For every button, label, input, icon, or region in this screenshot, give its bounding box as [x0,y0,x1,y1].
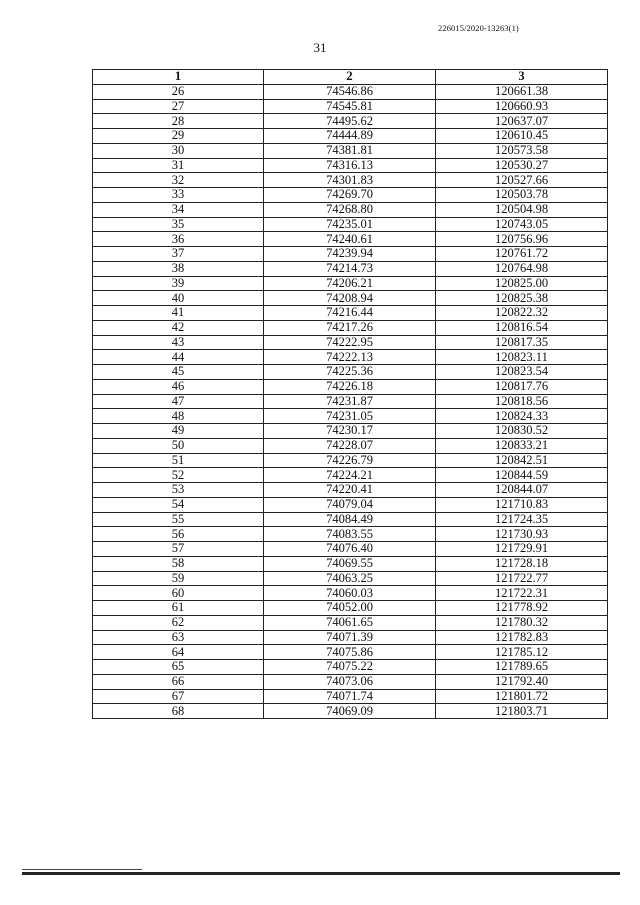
x-coordinate-cell: 74235.01 [264,217,436,232]
table-row [93,158,608,173]
table-row [93,99,608,114]
point-number-cell: 58 [93,556,264,571]
x-coordinate-cell: 74216.44 [264,306,436,321]
y-coordinate-cell: 121722.77 [436,571,608,586]
table-row [93,306,608,321]
y-coordinate-cell: 120764.98 [436,261,608,276]
y-coordinate-cell: 121724.35 [436,512,608,527]
x-coordinate-cell: 74063.25 [264,571,436,586]
x-coordinate-cell: 74083.55 [264,527,436,542]
y-coordinate-cell: 120817.35 [436,335,608,350]
point-number-cell: 61 [93,601,264,616]
y-coordinate-cell: 120844.07 [436,483,608,498]
y-coordinate-cell: 120743.05 [436,217,608,232]
point-number-cell: 36 [93,232,264,247]
point-number-cell: 26 [93,84,264,99]
point-number-cell: 42 [93,320,264,335]
point-number-cell: 30 [93,143,264,158]
point-number-cell: 52 [93,468,264,483]
x-coordinate-cell: 74075.86 [264,645,436,660]
y-coordinate-cell: 120660.93 [436,99,608,114]
x-coordinate-cell: 74071.39 [264,630,436,645]
point-number-cell: 34 [93,202,264,217]
footer-rule [22,872,620,875]
y-coordinate-cell: 120637.07 [436,114,608,129]
x-coordinate-cell: 74231.87 [264,394,436,409]
y-coordinate-cell: 121778.92 [436,601,608,616]
footer-rule-thin [22,869,142,870]
table-row [93,601,608,616]
point-number-cell: 56 [93,527,264,542]
y-coordinate-cell: 120573.58 [436,143,608,158]
y-coordinate-cell: 120503.78 [436,188,608,203]
column-header-2: 2 [264,70,436,85]
point-number-cell: 68 [93,704,264,719]
table-row [93,84,608,99]
point-number-cell: 63 [93,630,264,645]
table-row [93,143,608,158]
table-row [93,556,608,571]
y-coordinate-cell: 120825.00 [436,276,608,291]
table-row [93,232,608,247]
column-header-3: 3 [436,70,608,85]
x-coordinate-cell: 74222.95 [264,335,436,350]
y-coordinate-cell: 120833.21 [436,438,608,453]
table-row [93,512,608,527]
x-coordinate-cell: 74052.00 [264,601,436,616]
table-row [93,527,608,542]
y-coordinate-cell: 121782.83 [436,630,608,645]
x-coordinate-cell: 74239.94 [264,247,436,262]
table-row [93,291,608,306]
table-row [93,247,608,262]
x-coordinate-cell: 74075.22 [264,660,436,675]
x-coordinate-cell: 74069.09 [264,704,436,719]
x-coordinate-cell: 74316.13 [264,158,436,173]
table-row [93,350,608,365]
point-number-cell: 53 [93,483,264,498]
point-number-cell: 41 [93,306,264,321]
point-number-cell: 28 [93,114,264,129]
y-coordinate-cell: 121792.40 [436,674,608,689]
table-row [93,394,608,409]
table-row [93,468,608,483]
point-number-cell: 37 [93,247,264,262]
x-coordinate-cell: 74222.13 [264,350,436,365]
point-number-cell: 66 [93,674,264,689]
y-coordinate-cell: 121722.31 [436,586,608,601]
point-number-cell: 67 [93,689,264,704]
point-number-cell: 38 [93,261,264,276]
table-row [93,202,608,217]
table-row [93,173,608,188]
point-number-cell: 65 [93,660,264,675]
x-coordinate-cell: 74231.05 [264,409,436,424]
table-row [93,424,608,439]
point-number-cell: 43 [93,335,264,350]
point-number-cell: 62 [93,615,264,630]
table-body [93,84,608,718]
y-coordinate-cell: 121728.18 [436,556,608,571]
table-row [93,438,608,453]
y-coordinate-cell: 120842.51 [436,453,608,468]
table-row [93,379,608,394]
table-row [93,188,608,203]
table-row [93,689,608,704]
table-row [93,365,608,380]
table-row [93,674,608,689]
point-number-cell: 46 [93,379,264,394]
x-coordinate-cell: 74224.21 [264,468,436,483]
y-coordinate-cell: 120761.72 [436,247,608,262]
table-row [93,542,608,557]
y-coordinate-cell: 120756.96 [436,232,608,247]
y-coordinate-cell: 120830.52 [436,424,608,439]
x-coordinate-cell: 74444.89 [264,129,436,144]
x-coordinate-cell: 74079.04 [264,497,436,512]
point-number-cell: 49 [93,424,264,439]
point-number-cell: 47 [93,394,264,409]
point-number-cell: 55 [93,512,264,527]
x-coordinate-cell: 74225.36 [264,365,436,380]
y-coordinate-cell: 120823.11 [436,350,608,365]
x-coordinate-cell: 74240.61 [264,232,436,247]
point-number-cell: 51 [93,453,264,468]
x-coordinate-cell: 74060.03 [264,586,436,601]
x-coordinate-cell: 74220.41 [264,483,436,498]
x-coordinate-cell: 74495.62 [264,114,436,129]
point-number-cell: 29 [93,129,264,144]
table-row [93,217,608,232]
point-number-cell: 64 [93,645,264,660]
point-number-cell: 60 [93,586,264,601]
y-coordinate-cell: 120527.66 [436,173,608,188]
point-number-cell: 45 [93,365,264,380]
y-coordinate-cell: 120824.33 [436,409,608,424]
point-number-cell: 54 [93,497,264,512]
y-coordinate-cell: 120661.38 [436,84,608,99]
y-coordinate-cell: 121785.12 [436,645,608,660]
point-number-cell: 27 [93,99,264,114]
y-coordinate-cell: 120823.54 [436,365,608,380]
table-header-row [93,70,608,85]
y-coordinate-cell: 121801.72 [436,689,608,704]
page-number: 31 [313,40,327,55]
x-coordinate-cell: 74214.73 [264,261,436,276]
y-coordinate-cell: 120825.38 [436,291,608,306]
x-coordinate-cell: 74084.49 [264,512,436,527]
x-coordinate-cell: 74208.94 [264,291,436,306]
point-number-cell: 50 [93,438,264,453]
table-row [93,483,608,498]
x-coordinate-cell: 74301.83 [264,173,436,188]
point-number-cell: 59 [93,571,264,586]
x-coordinate-cell: 74076.40 [264,542,436,557]
y-coordinate-cell: 120504.98 [436,202,608,217]
x-coordinate-cell: 74217.26 [264,320,436,335]
table-row [93,645,608,660]
x-coordinate-cell: 74381.81 [264,143,436,158]
point-number-cell: 44 [93,350,264,365]
x-coordinate-cell: 74546.86 [264,84,436,99]
table-row [93,453,608,468]
x-coordinate-cell: 74230.17 [264,424,436,439]
y-coordinate-cell: 121803.71 [436,704,608,719]
coordinates-table [92,69,608,719]
table-row [93,630,608,645]
point-number-cell: 32 [93,173,264,188]
x-coordinate-cell: 74226.79 [264,453,436,468]
column-header-1: 1 [93,70,264,85]
x-coordinate-cell: 74226.18 [264,379,436,394]
table-row [93,320,608,335]
y-coordinate-cell: 121780.32 [436,615,608,630]
y-coordinate-cell: 120816.54 [436,320,608,335]
y-coordinate-cell: 121729.91 [436,542,608,557]
point-number-cell: 35 [93,217,264,232]
y-coordinate-cell: 121730.93 [436,527,608,542]
table-row [93,261,608,276]
y-coordinate-cell: 120818.56 [436,394,608,409]
table-row [93,276,608,291]
point-number-cell: 48 [93,409,264,424]
point-number-cell: 31 [93,158,264,173]
y-coordinate-cell: 120822.32 [436,306,608,321]
point-number-cell: 57 [93,542,264,557]
x-coordinate-cell: 74073.06 [264,674,436,689]
x-coordinate-cell: 74071.74 [264,689,436,704]
y-coordinate-cell: 121710.83 [436,497,608,512]
x-coordinate-cell: 74061.65 [264,615,436,630]
x-coordinate-cell: 74069.55 [264,556,436,571]
table-row [93,114,608,129]
point-number-cell: 39 [93,276,264,291]
y-coordinate-cell: 120844.59 [436,468,608,483]
x-coordinate-cell: 74545.81 [264,99,436,114]
point-number-cell: 33 [93,188,264,203]
x-coordinate-cell: 74269.70 [264,188,436,203]
y-coordinate-cell: 120817.76 [436,379,608,394]
table-row [93,660,608,675]
y-coordinate-cell: 120530.27 [436,158,608,173]
y-coordinate-cell: 120610.45 [436,129,608,144]
table-row [93,615,608,630]
y-coordinate-cell: 121789.65 [436,660,608,675]
table-row [93,497,608,512]
table-row [93,409,608,424]
x-coordinate-cell: 74206.21 [264,276,436,291]
point-number-cell: 40 [93,291,264,306]
table-row [93,335,608,350]
document-id: 226015/2020-13263(1) [438,23,519,33]
table-row [93,586,608,601]
table-row [93,704,608,719]
table-row [93,129,608,144]
table-row [93,571,608,586]
x-coordinate-cell: 74228.07 [264,438,436,453]
x-coordinate-cell: 74268.80 [264,202,436,217]
